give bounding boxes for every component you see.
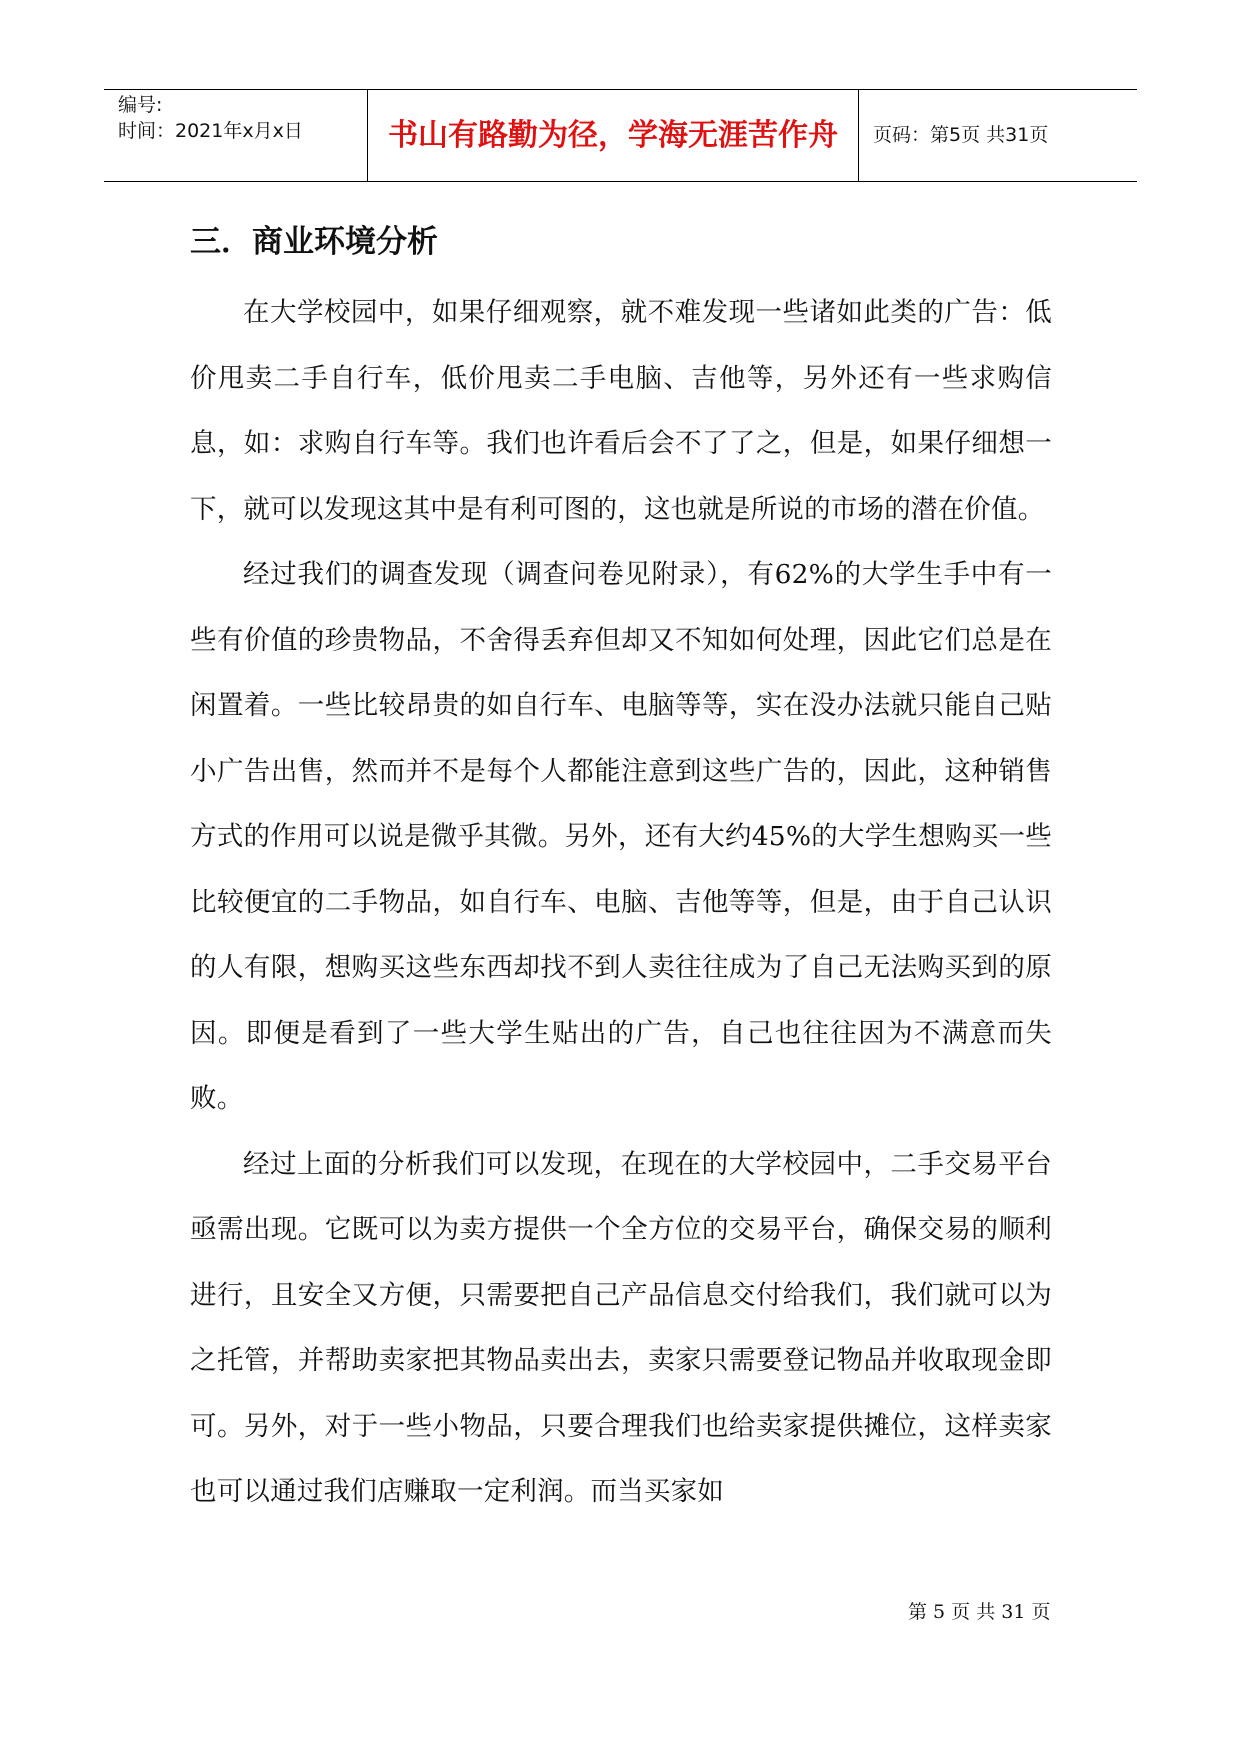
header-left-cell bbox=[104, 90, 368, 181]
header-middle-cell bbox=[368, 90, 859, 181]
paragraph-survey-findings: 经过我们的调查发现（调查问卷见附录），有62%的大学生手中有一些有价值的珍贵物品，不舍得丢弃但却又不知如何处理，因此它们总是在闲置着。一些比较昂贵的如自行车、电脑等等，实在没办法就只能自己贴小广告出售，然而并不是每个人都能注意到这些广告的，因此，这种销售方式的作用可以说是微乎其微。另外，还有大约45%的大学生想购买一些比较便宜的二手物品，如自行车、电脑、吉他等等，但是，由于自己认识的人有限，想购买这些东西却找不到人卖往往成为了自己无法购买到的原因。即便是看到了一些大学生贴出的广告，自己也往往因为不满意而失败。 bbox=[190, 559, 1052, 1114]
section-body bbox=[190, 280, 1052, 1525]
serial-number-label: 编号: bbox=[118, 94, 163, 116]
header-right-cell bbox=[859, 90, 1137, 181]
paragraph-market-observation: 在大学校园中，如果仔细观察，就不难发现一些诸如此类的广告：低价甩卖二手自行车，低价甩卖二手电脑、吉他等，另外还有一些求购信息，如：求购自行车等。我们也许看后会不了了之，但是，如果仔细想一下，就可以发现这其中是有利可图的，这也就是所说的市场的潜在价值。 bbox=[190, 297, 1052, 525]
time-label: 时间：2021年x月x日 bbox=[118, 120, 303, 142]
header-page-info: 页码：第5页 共31页 bbox=[873, 124, 1049, 146]
page-header bbox=[104, 89, 1137, 182]
header-motto: 书山有路勤为径，学海无涯苦作舟 bbox=[388, 118, 838, 153]
page-footer: 第 5 页 共 31 页 bbox=[908, 1601, 1051, 1623]
paragraph-platform-analysis: 经过上面的分析我们可以发现，在现在的大学校园中，二手交易平台亟需出现。它既可以为卖方提供一个全方位的交易平台，确保交易的顺利进行，且安全又方便，只需要把自己产品信息交付给我们，我们就可以为之托管，并帮助卖家把其物品卖出去，卖家只需要登记物品并收取现金即可。另外，对于一些小物品，只要合理我们也给卖家提供摊位，这样卖家也可以通过我们店赚取一定利润。而当买家如 bbox=[190, 1148, 1052, 1507]
section-heading: 三．商业环境分析 bbox=[190, 224, 438, 260]
